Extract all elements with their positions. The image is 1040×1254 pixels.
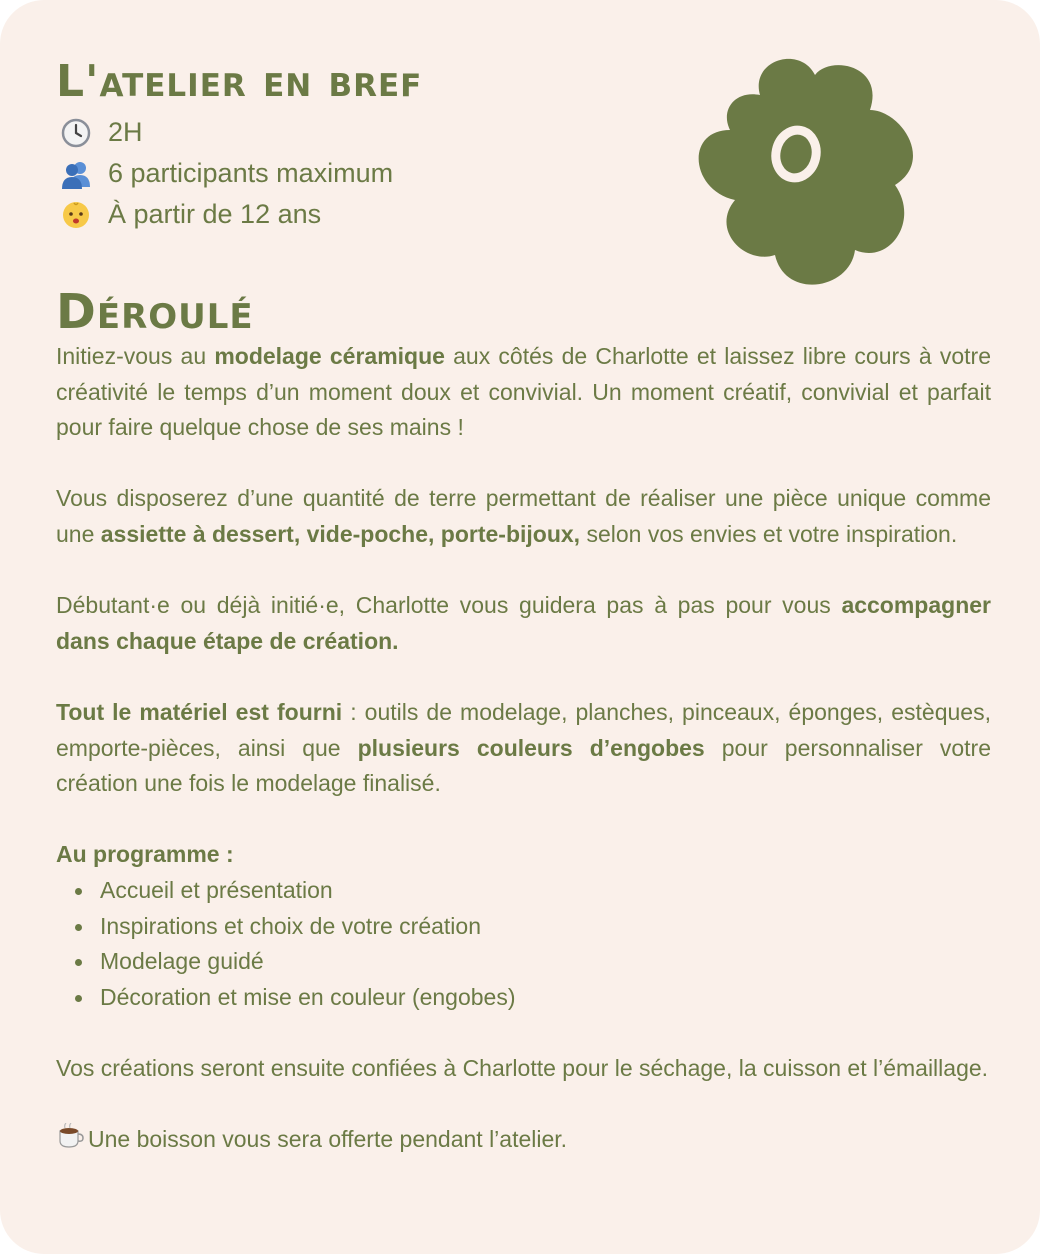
programme-section [56,837,991,1015]
p1-bold: modelage céramique [214,343,445,369]
flower-decoration [690,50,922,290]
paragraph-drink [56,1122,991,1159]
paragraph-intro [56,339,991,446]
paragraph-guide [56,588,991,659]
hot-drink-icon [56,1123,84,1160]
age-row [60,194,393,235]
p3-text-a: Débutant·e ou déjà initié·e, Charlotte vous guidera pas à pas pour vous [56,592,842,619]
programme-title: Au programme : [56,841,234,868]
list-item: Décoration et mise en couleur (engobes) [56,980,991,1016]
summary-list [60,112,393,235]
participants-row [60,153,393,194]
programme-list [56,873,991,1015]
duration-row [60,112,393,153]
clock-icon [60,117,92,149]
p2-text-a: Vous disposerez d’une quantité de terre permettant de réaliser une pièce unique comme une [56,485,991,547]
p2-bold: assiette à dessert, vide-poche, porte-bijoux, [100,520,581,547]
drink-text: Une boisson vous sera offerte pendant l’atelier. [88,1126,568,1153]
participants-text: 6 participants maximum [108,158,394,188]
list-item: Modelage guidé [56,944,991,980]
p4-bold-c: plusieurs couleurs d’engobes [357,734,705,761]
p1-text-a: Initiez-vous au [56,343,215,369]
people-icon [60,158,92,190]
paragraph-materiel [56,695,991,802]
baby-face-icon [60,199,92,231]
paragraph-cuisson: Vos créations seront ensuite confiées à Charlotte pour le séchage, la cuisson et l’émaillage. [56,1054,989,1081]
p1-text-c: aux côtés de Charlotte et laissez libre cours à votre créativité le temps d’un moment doux et convivial. Un moment créatif, convivial et parfait pour faire quelque chose de ses mains ! [56,343,991,441]
p2-text-c: selon vos envies et votre inspiration. [580,520,958,547]
summary-title: L'atelier en bref [56,56,423,107]
age-text: À partir de 12 ans [108,199,322,229]
deroule-body [56,339,991,1159]
deroule-title: Déroulé [56,284,254,340]
duration-text: 2H [108,117,143,147]
list-item: Inspirations et choix de votre création [56,909,991,945]
list-item: Accueil et présentation [56,873,991,909]
paragraph-piece [56,481,991,552]
p3-bold: accompagner dans chaque étape de création. [56,592,991,654]
p4-bold-a: Tout le matériel est fourni [56,698,343,725]
p4-text-b: : outils de modelage, planches, pinceaux, éponges, estèques, emporte-pièces, ainsi que [56,698,991,761]
p4-text-d: pour personnaliser votre création une fois le modelage finalisé. [56,734,991,797]
